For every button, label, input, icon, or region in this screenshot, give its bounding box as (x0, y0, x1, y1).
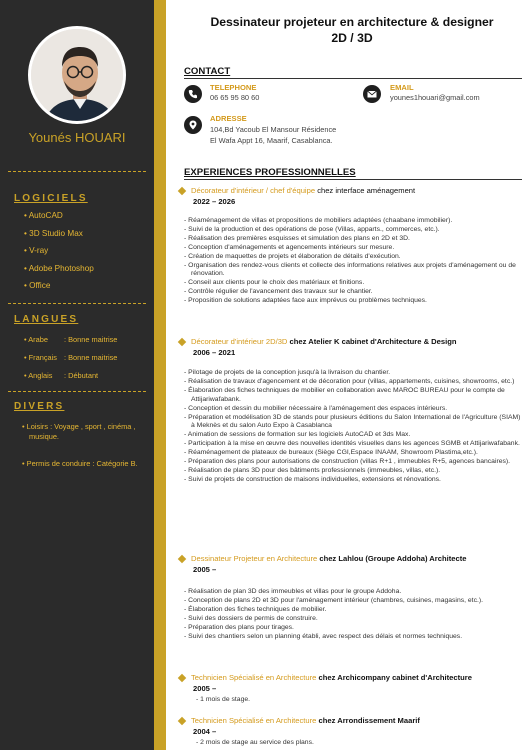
phone-icon (184, 85, 202, 103)
list-item: - Conception de plans 2D et 3D pour l'aménagement intérieur (chambres, cuisines, magasins, etc.). (184, 597, 526, 606)
list-item: - Pilotage de projets de la conception jusqu'à la livraison du chantier. (184, 369, 526, 378)
list-item: - Préparation des plans pour autorisations de construction (villas R+1 , immeubles R+5, agences bancaires). (184, 458, 526, 467)
job-dates: 2005 – (193, 684, 217, 693)
email-label: EMAIL (390, 83, 414, 92)
sidebar-divider (8, 171, 146, 172)
list-item: - Conseil aux clients pour le choix des matériaux et finitions. (184, 279, 526, 288)
languages-list (24, 335, 117, 389)
job-entry (178, 186, 526, 306)
contact-section-title: CONTACT (184, 66, 231, 77)
language-item: • Anglais : Débutant (24, 371, 117, 389)
address-label: ADRESSE (210, 114, 247, 123)
sidebar-divider (8, 303, 146, 304)
list-item: - Réaménagement de villas et propositions de mobiliers adaptées (chaabane immobilier). (184, 217, 526, 226)
job-tasks (178, 217, 526, 306)
profile-photo (28, 26, 126, 124)
job-title: Technicien Spécialisé en Architecture (191, 716, 317, 725)
software-item: • V-ray (24, 245, 94, 263)
divers-item: • Loisirs : Voyage , sport , cinéma , musique. (22, 422, 150, 442)
software-list (24, 210, 94, 298)
software-item: • 3D Studio Max (24, 228, 94, 246)
job-company: chez Lahlou (Groupe Addoha) Architecte (319, 554, 467, 563)
list-item: - Suivi de la production et des opérations de pose (Villas, apparts., commerces, etc.). (184, 226, 526, 235)
languages-section-title: LANGUES (14, 314, 79, 325)
main-content (178, 0, 526, 750)
list-item: - Préparation des plans pour tirages. (184, 624, 526, 633)
list-item: - Élaboration des fiches techniques de mobilier. (184, 606, 526, 615)
section-rule (184, 179, 522, 180)
job-dates: 2004 – (193, 727, 217, 736)
list-item: - Organisation des rendez-vous clients et collecte des informations relatives aux projets d'aménagement ou de rénovation. (184, 262, 526, 280)
list-item: - Proposition de solutions adaptées face aux imprévus ou problèmes techniques. (184, 297, 526, 306)
list-item: - Élaboration des fiches techniques de mobilier en collaboration avec MAROC BUREAU pour le compte de Attijariwafabank. (184, 387, 526, 405)
list-item: - Réalisation de plans 3D pour des bâtiments professionnels (immeubles, villas, etc.). (184, 467, 526, 476)
job-entry (178, 337, 526, 485)
job-title: Dessinateur Projeteur en Architecture (191, 554, 318, 563)
job-dates: 2022 – 2026 (193, 197, 236, 206)
job-company: chez Atelier K cabinet d'Architecture & Design (289, 337, 457, 346)
phone-label: TELEPHONE (210, 83, 257, 92)
job-dates: 2005 – (193, 565, 217, 574)
job-note: - 1 mois de stage. (196, 696, 251, 703)
list-item: - Animation de sessions de formation sur les logiciels AutoCAD et 3ds Max. (184, 431, 526, 440)
section-rule (184, 78, 522, 79)
job-entry (178, 716, 526, 747)
page-title: Dessinateur projeteur en architecture & designer 2D / 3D (210, 15, 494, 45)
job-company: chez interface aménagement (317, 186, 416, 195)
phone-value: 06 65 95 80 60 (210, 93, 260, 102)
job-note: - 2 mois de stage au service des plans. (196, 739, 314, 746)
list-item: - Participation à la mise en œuvre des nouvelles identités visuelles dans les agences SGMB et Attijariwafabank. (184, 440, 526, 449)
list-item: - Contrôle régulier de l'avancement des travaux sur le chantier. (184, 288, 526, 297)
job-title: Technicien Spécialisé en Architecture (191, 673, 317, 682)
experience-section-title: EXPERIENCES PROFESSIONNELLES (184, 167, 356, 178)
list-item: - Suivi des chantiers selon un planning établi, avec respect des délais et normes techniques. (184, 633, 526, 642)
sidebar-divider (8, 391, 146, 392)
job-title: Décorateur d'intérieur / chef d'équipe (191, 186, 316, 195)
job-company: chez Arrondissement Maarif (318, 716, 420, 725)
language-item: • Français : Bonne maitrise (24, 353, 117, 371)
job-dates: 2006 – 2021 (193, 348, 236, 357)
list-item: - Conception et dessin du mobilier nécessaire à l'aménagement des espaces intérieurs. (184, 405, 526, 414)
list-item: - Réalisation de plan 3D des immeubles et villas pour le groupe Addoha. (184, 588, 526, 597)
job-tasks (178, 588, 526, 641)
list-item: - Conception d'aménagements et agencements intérieurs sur mesure. (184, 244, 526, 253)
language-item: • Arabe : Bonne maitrise (24, 335, 117, 353)
list-item: - Suivi des dossiers de permis de construire. (184, 615, 526, 624)
job-title: Décorateur d'intérieur 2D/3D (191, 337, 288, 346)
list-item: - Réalisation de travaux d'agencement et de décoration pour (villas, appartements, cuisines, showrooms, etc.) (184, 378, 526, 387)
job-tasks (178, 369, 526, 485)
person-name: Younés HOUARI (28, 130, 126, 145)
divers-section-title: DIVERS (14, 401, 65, 412)
accent-bar (154, 0, 166, 750)
software-item: • Adobe Photoshop (24, 263, 94, 281)
location-icon (184, 116, 202, 134)
list-item: - Réaménagement de plateaux de bureaux (Siège CGI,Espace INAAM, Showroom Plastima,etc.). (184, 449, 526, 458)
list-item: - Préparation et modélisation 3D de stands pour plusieurs éditions du Salon International de l'Agriculture (SIAM) à Meknès et du salon Auto Expo à Casablanca (184, 414, 526, 432)
address-value: 104,Bd Yacoub El Mansour Résidence El Wafa Appt 16, Maarif, Casablanca. (210, 125, 337, 145)
software-section-title: LOGICIELS (14, 193, 88, 204)
job-company: chez Archicompany cabinet d'Architecture (318, 673, 472, 682)
divers-item: • Permis de conduire : Catégorie B. (22, 459, 150, 469)
divers-list (22, 422, 150, 486)
list-item: - Création de maquettes de projets et élaboration de détails d'exécution. (184, 253, 526, 262)
job-entry (178, 554, 526, 641)
list-item: - Suivi de projets de construction de maisons individuelles, extensions et rénovations. (184, 476, 526, 485)
software-item: • AutoCAD (24, 210, 94, 228)
email-value: younes1houari@gmail.com (390, 93, 480, 102)
job-entry (178, 673, 526, 704)
list-item: - Réalisation des premières esquisses et simulation des plans en 2D et 3D. (184, 235, 526, 244)
email-icon (363, 85, 381, 103)
software-item: • Office (24, 280, 94, 298)
